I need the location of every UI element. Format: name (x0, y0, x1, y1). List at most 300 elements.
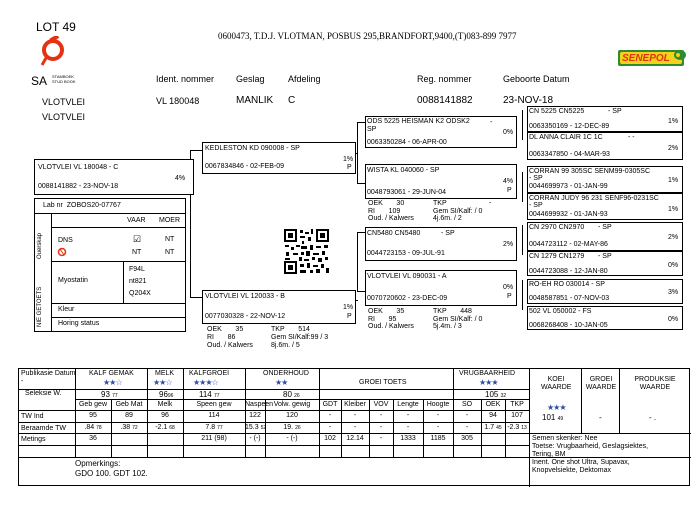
qr-code-icon (283, 228, 330, 275)
g3-5-name: CN 2970 CN2970 (529, 224, 585, 231)
lot-number: LOT 49 (36, 20, 76, 34)
pub-label: Publikasie Datum (21, 370, 76, 377)
bt-cell-11 (453, 424, 481, 431)
myo-nt821: nt821 (129, 278, 147, 285)
sd-flag: P (507, 187, 512, 194)
value-ident: VL 180048 (156, 96, 200, 106)
sub-header-value-4: Naspeen (245, 401, 274, 408)
dd-gem: Gem SI/Kalf: / 0 (433, 316, 483, 323)
connector-dd (357, 291, 365, 292)
ss-dash: - (490, 119, 493, 126)
g3-6-reg-date: 0044723088 - 12-JAN-80 (529, 268, 608, 275)
bt-cell-accuracy-4: 52 (260, 425, 267, 431)
connector-dam (190, 297, 202, 298)
dd-reg-date: 0070720602 - 23-DEC-09 (367, 295, 448, 302)
semen-line-4: Inent. One shot Ultra, Supavax, (532, 459, 630, 466)
ds-suffix: - SP (441, 230, 455, 237)
sel-kalfgroei: 114 77 (199, 390, 220, 399)
sire-pct: 1% (343, 156, 354, 163)
sd-tkp: TKP (433, 200, 447, 207)
connector-ss (357, 122, 365, 123)
met-cell-11 (453, 435, 481, 442)
bt-cell-value-9: - (406, 424, 410, 431)
tw-cell-value-11: - (465, 412, 469, 419)
g3-box-2 (527, 132, 683, 160)
sel-onderhoud: 80 26 (283, 390, 300, 399)
tw-cell-value-3: 114 (208, 412, 220, 419)
sub-header-value-6: GDT (322, 401, 338, 408)
met-cell-value-5: - (-) (286, 435, 298, 442)
semen-line-1: Semen skenker: Nee (532, 435, 598, 442)
met-cell-8 (369, 435, 393, 442)
sd-name: WISTA KL 040060 - SP (367, 167, 440, 174)
tw-cell-value-1: 89 (125, 412, 133, 419)
g3-8-reg-date: 0068268408 - 10-JAN-05 (529, 322, 608, 329)
animal-reg-date: 0088141882 - 23-NOV-18 (38, 183, 119, 190)
kleur-label: Kleur (58, 306, 75, 313)
met-label: Metings (21, 436, 46, 443)
dam-reg-date: 0077030328 - 22-NOV-12 (205, 313, 286, 320)
dd-ri: RI 95 (368, 316, 397, 323)
met-cell-value-10: 1185 (430, 435, 446, 442)
melk-header: MELK (155, 370, 175, 377)
sub-header-0 (75, 401, 111, 408)
dd-tkp: TKP 448 (433, 308, 472, 315)
connector-ds (357, 232, 365, 233)
tw-cell-value-8: - (379, 412, 383, 419)
g3-7-pct: 3% (668, 289, 679, 296)
met-cell-value-7: 12.14 (346, 435, 364, 442)
semen-line-3: Tering, BM (532, 451, 566, 458)
horing-label: Horing status (58, 320, 100, 327)
g3-box-6 (527, 251, 683, 276)
logo-sa-text: SA (31, 74, 48, 88)
semen-info (532, 435, 648, 475)
tw-cell-value-5: 120 (286, 412, 298, 419)
met-cell-3 (183, 435, 245, 442)
ss-reg-date: 0063350284 - 06-APR-00 (367, 139, 447, 146)
sub-header-11 (453, 401, 481, 408)
g3-5-pct: 2% (668, 234, 679, 241)
bt-cell-3 (183, 424, 245, 431)
dam-name: VLOTVLEI VL 120033 - B (205, 293, 285, 300)
lab-row-sep-4 (51, 303, 185, 304)
g3-5-reg-date: 0044723112 - 02-MAY-86 (529, 241, 608, 248)
ebv-table (18, 368, 690, 486)
met-cell-9 (393, 435, 423, 442)
bt-cell-12 (481, 424, 505, 431)
bt-label: Beraamde TW (21, 425, 66, 432)
tw-cell-5 (265, 412, 319, 419)
dam-tkp: TKP 514 (271, 326, 310, 333)
g3-4-pct: 1% (668, 206, 679, 213)
g3-4-name: CORRAN JUDY 96 231 SENF96-0231SC (529, 195, 659, 202)
dam-box (202, 290, 356, 324)
met-cell-6 (319, 435, 341, 442)
sub-header-1 (111, 401, 147, 408)
met-cell-value-3: 211 (98) (201, 435, 227, 442)
ss-suffix: SP (367, 126, 377, 133)
vrugbaarheid-header: VRUGBAARHEID (459, 370, 516, 377)
bt-cell-accuracy-2: 68 (169, 425, 175, 431)
myo-q204x: Q204X (129, 290, 151, 297)
tw-cell-value-7: - (353, 412, 357, 419)
met-cell-10 (423, 435, 453, 442)
onderhoud-header: ONDERHOUD (263, 370, 309, 377)
tw-cell-8 (369, 412, 393, 419)
bt-cell-value-8: - (379, 424, 383, 431)
sire-box (202, 142, 356, 174)
bt-cell-value-7: - (353, 424, 357, 431)
vline-15 (529, 369, 530, 487)
dd-name: VLOTVLEI VL 090031 - A (367, 273, 447, 280)
sub-header-value-10: Hoogte (426, 401, 450, 408)
g3-6-name: CN 1279 CN1279 (529, 253, 585, 260)
groei-waarde-header: GROEI WAARDE (585, 376, 617, 391)
herd-name: VLOTVLEI (42, 97, 86, 107)
bt-cell-value-0: .84 (84, 424, 95, 431)
g3-box-5 (527, 222, 683, 251)
sub-header-value-7: Kleiber (344, 401, 366, 408)
connector-g3-4 (522, 280, 523, 310)
dd-oud: Oud. / Kalwers (368, 323, 414, 330)
myostatin-values (129, 264, 151, 300)
kalf-gemak-header: KALF GEMAK (89, 370, 134, 377)
tw-cell-10 (423, 412, 453, 419)
dns-moer-value: NT (165, 236, 175, 243)
sd-reg-date: 0048793061 - 29-JUN-04 (367, 189, 446, 196)
value-reg: 0088141882 (417, 95, 473, 106)
g3-3-pct: 1% (668, 177, 679, 184)
lab-row-sep-5 (51, 317, 185, 318)
animal-name: VLOTVLEI VL 180048 - C (38, 164, 119, 171)
sub-header-12 (481, 401, 505, 408)
opmerkings-label: Opmerkings: (75, 459, 121, 468)
met-cell-value-9: 1333 (400, 435, 416, 442)
label-geboorte: Geboorte Datum (503, 74, 570, 84)
dna-logo-icon (57, 247, 67, 257)
sub-header-value-5: Volw. gewig (273, 401, 311, 408)
dam-oud: Oud. / Kalwers (207, 342, 253, 349)
dam-ri: RI 86 (207, 334, 236, 341)
bt-cell-2 (147, 424, 183, 431)
tw-cell-value-4: 122 (249, 412, 261, 419)
bt-cell-accuracy-12: 45 (496, 425, 502, 431)
groei-toets-header: GROEI TOETS (359, 379, 407, 386)
connector-g3-3 (522, 225, 523, 255)
bt-cell-value-11: - (465, 424, 469, 431)
g3-4-suffix: - SP (529, 202, 543, 209)
sire-flag: P (347, 164, 352, 171)
met-cell-value-11: 305 (461, 435, 473, 442)
tw-cell-9 (393, 412, 423, 419)
sd-tkp-dash: - (489, 200, 492, 207)
tw-cell-value-12: 94 (489, 412, 497, 419)
lab-value: ZOBOS20-07767 (66, 202, 121, 209)
dd-oek: OEK 35 (368, 308, 405, 315)
g3-3-reg-date: 0044699973 - 01-JAN-99 (529, 183, 608, 190)
myostatin-label: Myostatin (58, 277, 88, 284)
ss-name: ODS 5225 HEISMAN K2 ODSK2 (367, 118, 470, 125)
bt-cell-accuracy-5: 26 (295, 425, 301, 431)
sel-melk: 9696 (159, 390, 174, 399)
bt-cell-accuracy-13: 13 (521, 425, 527, 431)
dd-oud-val: 5j.4m. / 3 (433, 323, 462, 330)
bt-cell-6 (319, 424, 341, 431)
connector-dam-parents (357, 232, 358, 292)
bt-cell-accuracy-3: 77 (217, 425, 223, 431)
bt-cell-value-6: - (328, 424, 332, 431)
vline-17 (619, 369, 620, 433)
bt-cell-5 (265, 424, 319, 431)
row2-vaar-value: NT (132, 249, 142, 256)
g3-2-pct: 2% (668, 145, 679, 152)
sub-header-value-2: Melk (157, 401, 173, 408)
value-geboorte: 23-NOV-18 (503, 95, 554, 106)
tw-cell-value-6: - (328, 412, 332, 419)
bt-cell-value-3: 7.8 (205, 424, 216, 431)
tw-cell-2 (147, 412, 183, 419)
kalfgroei-header: KALFGROEI (189, 370, 230, 377)
g3-8-pct: 0% (668, 316, 679, 323)
g3-1-reg-date: 0063350169 - 12-DEC-89 (529, 123, 610, 130)
bt-cell-value-12: 1.7 (484, 424, 495, 431)
herd-name-2: VLOTVLEI (42, 112, 86, 122)
ss-pct: 0% (503, 129, 514, 136)
lab-side-divider (51, 213, 52, 332)
sire-dam-box (365, 164, 517, 199)
tw-cell-0 (75, 412, 111, 419)
g3-box-8 (527, 306, 683, 330)
g3-3-name: CORRAN 99 305SC SENM99-0305SC (529, 168, 650, 175)
sub-header-3 (183, 401, 245, 408)
pub-value: - (21, 378, 24, 385)
sa-studbook-logo (36, 36, 70, 78)
tw-cell-6 (319, 412, 341, 419)
logo-stamboek-text: STAMBOEK STUD BOOK (52, 74, 76, 84)
connector-sd (357, 183, 365, 184)
bt-cell-4 (245, 424, 265, 431)
g3-1-pct: 1% (668, 118, 679, 125)
bt-cell-accuracy-0: 78 (96, 425, 102, 431)
sd-oud: Oud. / Kalwers (368, 215, 414, 222)
dam-gem: Gem SI/Kalf:99 / 3 (271, 334, 329, 341)
g3-7-reg-date: 0048587851 - 07-NOV-03 (529, 295, 610, 302)
koei-waarde-header: KOEI WAARDE (541, 376, 572, 391)
sub-header-8 (369, 401, 393, 408)
vrugbaarheid-stars: ★★★ (479, 378, 498, 387)
bt-cell-7 (341, 424, 369, 431)
vaar-label: VAAR (127, 217, 146, 224)
koei-waarde-stars: ★★★ (547, 403, 566, 412)
bt-cell-value-5: 19. (283, 424, 294, 431)
g3-box-3 (527, 166, 683, 193)
produksie-waarde-header: PRODUKSIE WAARDE (634, 376, 676, 391)
met-cell-value-4: - (-) (249, 435, 261, 442)
moer-label: MOER (159, 217, 180, 224)
vline-16 (581, 369, 582, 433)
sub-header-value-0: Geb gew (78, 401, 108, 408)
sub-header-value-12: OEK (485, 401, 501, 408)
sub-header-4 (245, 401, 274, 408)
tw-cell-1 (111, 412, 147, 419)
breeder-header: 0600473, T.D.J. VLOTMAN, POSBUS 295,BRANDFORT,9400,(T)083-899 7977 (218, 31, 517, 41)
lab-row-sep-2 (51, 227, 185, 228)
ouerskap-side-label: Ouerskap (37, 232, 43, 259)
value-afdeling: C (288, 95, 296, 106)
sub-header-13 (505, 401, 529, 408)
g3-2-name: DL ANNA CLAIR 1C 1C (529, 134, 603, 141)
tw-cell-13 (505, 412, 529, 419)
g3-2-reg-date: 0063347850 - 04-MAR-93 (529, 151, 610, 158)
ds-reg-date: 0044723153 - 09-JUL-91 (367, 250, 445, 257)
bt-cell-10 (423, 424, 453, 431)
myo-f94l: F94L (129, 266, 145, 273)
bt-cell-1 (111, 424, 147, 431)
kalf-gemak-stars: ★★☆ (103, 378, 122, 387)
g3-6-pct: 0% (668, 262, 679, 269)
sub-header-value-13: TKP (510, 401, 524, 408)
sub-header-value-9: Lengte (397, 401, 419, 408)
tw-cell-value-9: - (406, 412, 410, 419)
sel-kalf: 93 77 (101, 390, 118, 399)
sub-header-value-11: SO (461, 401, 473, 408)
tw-cell-value-10: - (436, 412, 440, 419)
bt-cell-value-10: - (436, 424, 440, 431)
tw-cell-value-0: 95 (89, 412, 97, 419)
g3-box-4 (527, 193, 683, 220)
tw-label: TW Ind (21, 413, 44, 420)
lab-row-sep-3 (51, 261, 185, 262)
dns-label: DNS (58, 237, 73, 244)
met-cell-value-8: - (379, 435, 383, 442)
row2-moer-value: NT (165, 249, 175, 256)
sel-vrug: 105 32 (485, 390, 507, 399)
g3-7-name: RO-EH RO 030014 - SP (529, 281, 605, 288)
dam-dam-box (365, 270, 517, 306)
bt-cell-0 (75, 424, 111, 431)
senepol-logo (618, 48, 688, 70)
g3-1-suffix: - SP (608, 108, 622, 115)
sd-ri: RI 109 (368, 208, 401, 215)
met-cell-value-6: 102 (324, 435, 336, 442)
g3-4-reg-date: 0044699932 - 01-JAN-93 (529, 211, 608, 218)
connector-g3-1 (522, 110, 523, 140)
connector-sire (190, 150, 202, 151)
ds-pct: 2% (503, 241, 514, 248)
sub-header-value-8: VOV (373, 401, 389, 408)
label-ident: Ident. nommer (156, 74, 215, 84)
lab-label: Lab nr ZOBOS20-07767 (43, 202, 121, 209)
sd-oud-val: 4j.6m. / 2 (433, 215, 462, 222)
bt-cell-9 (393, 424, 423, 431)
lab-row-sep-1 (35, 213, 185, 214)
dam-oud-val: 8j.6m. / 5 (271, 342, 300, 349)
met-cell-5 (265, 435, 319, 442)
animal-box (34, 159, 194, 195)
sub-header-2 (147, 401, 183, 408)
connector-g3-2 (522, 172, 523, 202)
sd-pct: 4% (503, 178, 514, 185)
label-geslag: Geslag (236, 74, 265, 84)
koei-tw: 101 49 (542, 413, 564, 422)
met-cell-value-0: 36 (89, 435, 97, 442)
g3-box-7 (527, 279, 683, 304)
dd-pct: 0% (503, 284, 514, 291)
met-cell-7 (341, 435, 369, 442)
label-afdeling: Afdeling (288, 74, 321, 84)
senepol-text: SENEPOL (622, 53, 670, 64)
sire-reg-date: 0067834846 - 02-FEB-09 (205, 163, 284, 170)
g3-3-suffix: - SP (529, 175, 543, 182)
sub-header-10 (423, 401, 453, 408)
dam-pct: 1% (343, 304, 354, 311)
lab-box (34, 198, 186, 332)
studbook-emblem-icon (36, 36, 70, 66)
bt-cell-value-1: .38 (120, 424, 131, 431)
g3-1-name: CN 5225 CN5225 (529, 108, 585, 115)
tw-cell-3 (183, 412, 245, 419)
nie-getoets-side-label: NIE GETOETS (37, 286, 43, 327)
bt-cell-8 (369, 424, 393, 431)
sire-name: KEDLESTON KD 090008 - SP (205, 145, 300, 152)
sd-gem: Gem SI/Kalf: / 0 (433, 208, 483, 215)
sub-header-value-1: Geb Mat (115, 401, 143, 408)
seleksie-label: Seleksie W. (25, 390, 62, 397)
lab-myo-divider (123, 261, 124, 303)
tw-cell-11 (453, 412, 481, 419)
tw-cell-value-13: 107 (511, 412, 523, 419)
bt-cell-13 (505, 424, 529, 431)
animal-pct: 4% (175, 175, 186, 182)
g3-2-suffix: - - (628, 134, 635, 141)
g3-box-1 (527, 106, 683, 132)
dam-flag: P (347, 313, 352, 320)
kalfgroei-stars: ★★★☆ (193, 378, 218, 387)
sd-oek: OEK 30 (368, 200, 405, 207)
bt-cell-value-13: -2.3 (507, 424, 520, 431)
table-line-2 (75, 399, 529, 400)
label-reg: Reg. nommer (417, 74, 472, 84)
sub-header-value-3: Speen gew (196, 401, 232, 408)
sub-header-6 (319, 401, 341, 408)
ds-name: CN5480 CN5480 (367, 230, 421, 237)
bt-cell-accuracy-1: 72 (132, 425, 138, 431)
g3-6-suffix: - SP (598, 253, 612, 260)
semen-line-2: Toetse: Vrugbaarheid, Geslagsiektes, (532, 443, 649, 450)
tw-cell-12 (481, 412, 505, 419)
value-geslag: MANLIK (236, 95, 274, 106)
met-cell-0 (75, 435, 111, 442)
tw-cell-value-2: 96 (161, 412, 169, 419)
dns-vaar-checkbox: ☑ (133, 234, 142, 244)
onderhoud-stars: ★★ (275, 378, 288, 387)
met-cell-4 (245, 435, 265, 442)
bt-cell-value-2: -2.1 (155, 424, 168, 431)
g3-8-name: 502 VL 050002 - FS (529, 308, 592, 315)
melk-stars: ★★☆ (153, 378, 172, 387)
sub-header-5 (265, 401, 319, 408)
table-line-8 (529, 433, 691, 434)
dd-flag: P (507, 293, 512, 300)
opmerkings-value: GDO 100. GDT 102. (75, 469, 148, 478)
prod-tw: - . (649, 413, 657, 422)
g3-5-suffix: - SP (598, 224, 612, 231)
groei-tw: - (599, 413, 602, 422)
sire-sire-box (365, 116, 517, 148)
sub-header-9 (393, 401, 423, 408)
tw-cell-7 (341, 412, 369, 419)
